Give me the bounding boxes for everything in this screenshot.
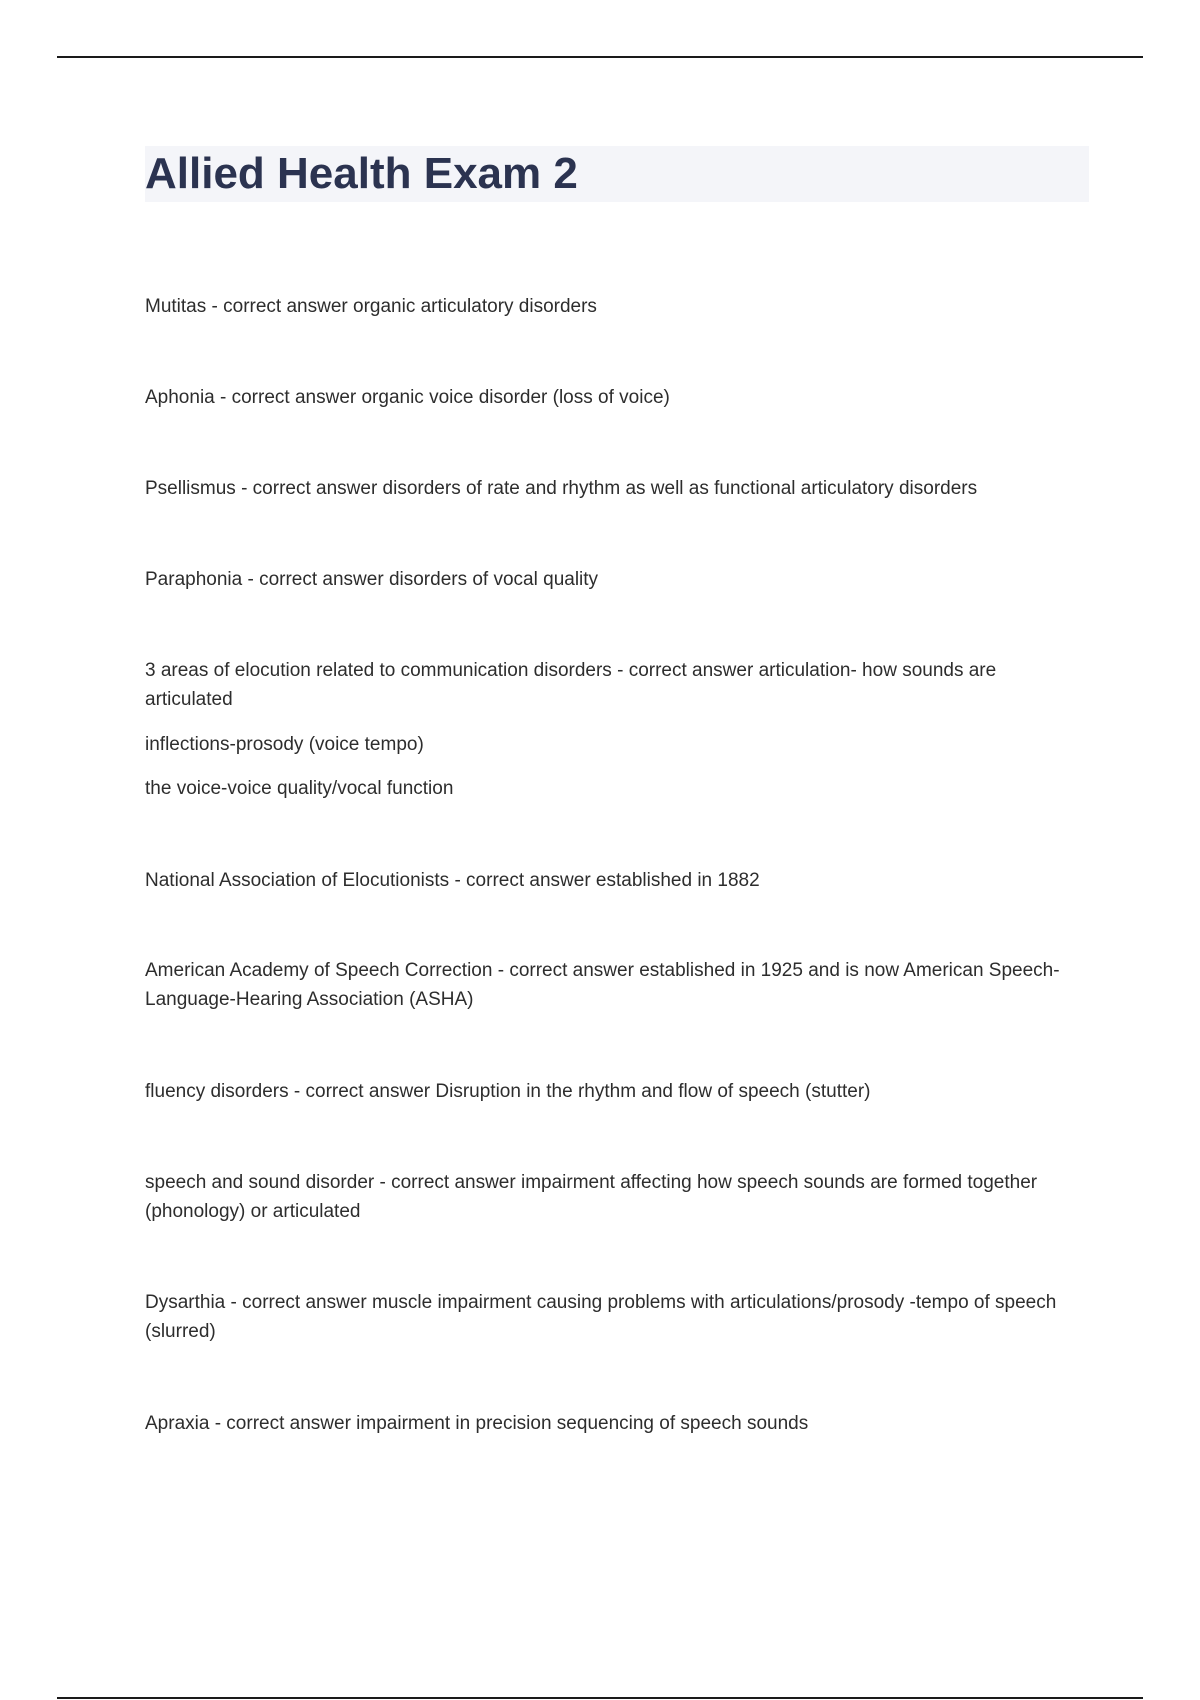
page-title: Allied Health Exam 2	[145, 149, 578, 198]
entry-aphonia: Aphonia - correct answer organic voice disorder (loss of voice)	[145, 387, 670, 408]
top-divider	[57, 56, 1143, 58]
entry-psellismus: Psellismus - correct answer disorders of rate and rhythm as well as functional articulatory disorders	[145, 478, 978, 499]
entry-elocutionists: National Association of Elocutionists - correct answer established in 1882	[145, 870, 760, 891]
entry-mutitas: Mutitas - correct answer organic articulatory disorders	[145, 296, 597, 317]
entry-apraxia: Apraxia - correct answer impairment in precision sequencing of speech sounds	[145, 1413, 809, 1434]
bottom-divider	[57, 1697, 1143, 1699]
entry-paraphonia: Paraphonia - correct answer disorders of vocal quality	[145, 569, 599, 590]
entry-elocution-voice: the voice-voice quality/vocal function	[145, 778, 454, 799]
entry-fluency-disorders: fluency disorders - correct answer Disruption in the rhythm and flow of speech (stutter)	[145, 1081, 871, 1102]
entry-elocution-inflections: inflections-prosody (voice tempo)	[145, 734, 424, 755]
entry-elocution-areas: 3 areas of elocution related to communication disorders - correct answer articulation- how sounds are articulated	[145, 660, 997, 710]
entry-dysarthia: Dysarthia - correct answer muscle impairment causing problems with articulations/prosody -tempo of speech (slurred)	[145, 1292, 1057, 1342]
entry-speech-correction: American Academy of Speech Correction - correct answer established in 1925 and is now American Speech-Language-Hearing Association (ASHA)	[145, 960, 1060, 1010]
entry-speech-sound-disorder: speech and sound disorder - correct answer impairment affecting how speech sounds are formed together (phonology) or articulated	[145, 1172, 1038, 1222]
